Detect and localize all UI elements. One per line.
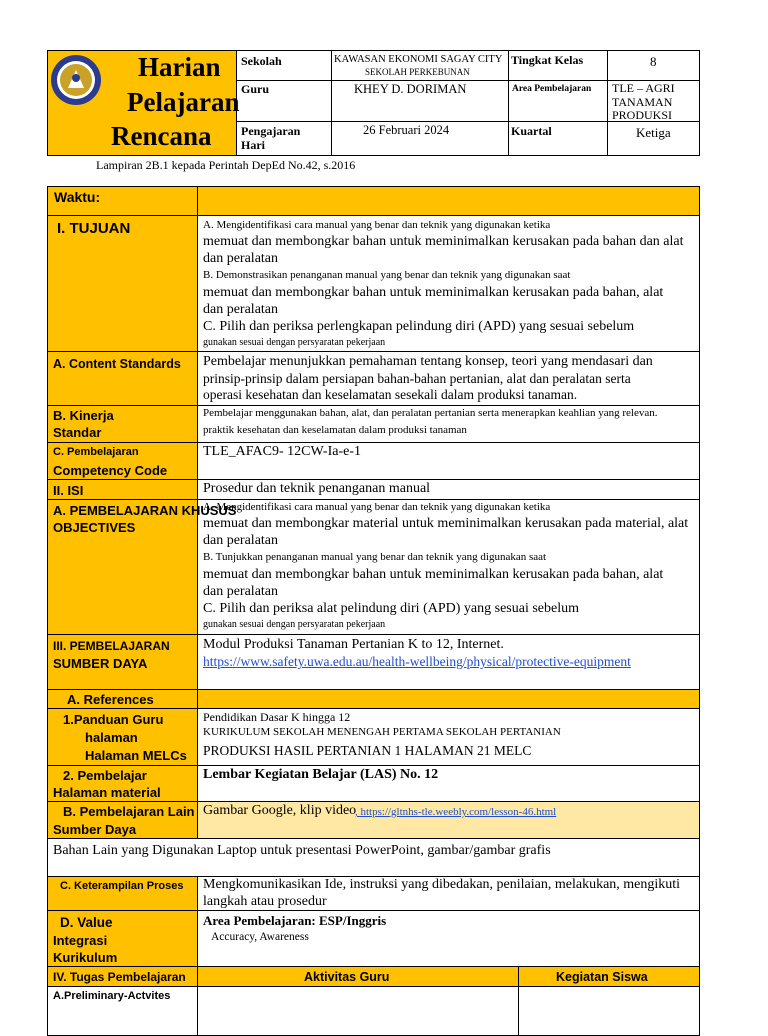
teacher-value: KHEY D. DORIMAN xyxy=(354,82,467,96)
panduan-label-line1: 1.Panduan Guru xyxy=(63,712,164,727)
tujuan-c-small: gunakan sesuai dengan persyaratan pekerjaan xyxy=(203,337,386,348)
lain-value: Gambar Google, klip video xyxy=(203,803,357,818)
tujuan-label: I. TUJUAN xyxy=(57,220,131,237)
deped-seal-logo xyxy=(50,54,102,106)
panduan-label-line2: halaman xyxy=(85,730,138,745)
tujuan-a-line2: dan peralatan xyxy=(203,251,279,266)
area-label: Area Pembelajaran xyxy=(512,84,592,94)
bahan-lain-value: Bahan Lain yang Digunakan Laptop untuk presentasi PowerPoint, gambar/gambar grafis xyxy=(53,843,551,858)
value-cell xyxy=(518,986,700,1036)
kinerja-label-line2: Standar xyxy=(53,425,102,440)
value-label-line1: D. Value xyxy=(60,915,113,930)
tujuan-a-small: A. Mengidentifikasi cara manual yang benar dan teknik yang digunakan ketika xyxy=(203,219,551,231)
sumber-label-line2: SUMBER DAYA xyxy=(53,656,148,671)
col-siswa-header: Kegiatan Siswa xyxy=(556,970,648,984)
area-value-line2: TANAMAN xyxy=(612,95,673,109)
area-value-line3: PRODUKSI xyxy=(612,108,673,122)
objectives-a-line1: memuat dan membongkar material untuk meminimalkan kerusakan pada material, alat xyxy=(203,516,689,531)
objectives-c-line1: C. Pilih dan periksa alat pelindung diri (APD) yang sesuai sebelum xyxy=(203,601,579,616)
school-value-line1: KAWASAN EKONOMI SAGAY CITY xyxy=(334,54,503,65)
lain-label-line1: B. Pembelajaran Lain xyxy=(63,804,195,819)
value-cell xyxy=(197,186,700,216)
tugas-label: IV. Tugas Pembelajaran xyxy=(53,970,186,984)
title-line-1: Harian xyxy=(138,52,221,82)
kinerja-label-line1: B. Kinerja xyxy=(53,408,114,423)
day-label-line2: Hari xyxy=(241,138,265,152)
keterampilan-label: C. Keterampilan Proses xyxy=(60,880,184,892)
value-line1: Area Pembelajaran: ESP/Inggris xyxy=(203,913,387,928)
school-label: Sekolah xyxy=(241,54,282,68)
teacher-label: Guru xyxy=(241,82,270,96)
quarter-label: Kuartal xyxy=(511,124,552,138)
tujuan-c-line1: C. Pilih dan periksa perlengkapan pelindung diri (APD) yang sesuai sebelum xyxy=(203,319,635,334)
objectives-b-small: B. Tunjukkan penanganan manual yang benar dan teknik yang digunakan saat xyxy=(203,551,547,563)
day-value: 26 Februari 2024 xyxy=(363,123,450,137)
preliminary-label: A.Preliminary-Actvites xyxy=(53,990,171,1002)
value-line2: Accuracy, Awareness xyxy=(211,931,309,943)
quarter-value: Ketiga xyxy=(636,125,671,140)
isi-value: Prosedur dan teknik penanganan manual xyxy=(203,481,431,496)
waktu-label: Waktu: xyxy=(54,189,101,205)
title-line-2: Pelajaran xyxy=(127,87,240,117)
objectives-label-line1: A. PEMBELAJARAN KHUSUS xyxy=(53,503,237,518)
panduan-line3: PRODUKSI HASIL PERTANIAN 1 HALAMAN 21 MELC xyxy=(203,743,532,758)
tujuan-a-line1: memuat dan membongkar bahan untuk meminimalkan kerusakan pada bahan dan alat xyxy=(203,234,684,249)
content-standards-line2: prinsip-prinsip dalam persiapan bahan-bahan pertanian, alat dan peralatan serta xyxy=(203,371,631,386)
objectives-label-line2: OBJECTIVES xyxy=(53,520,136,535)
objectives-c-small: gunakan sesuai dengan persyaratan pekerjaan xyxy=(203,619,386,630)
title-line-3: Rencana xyxy=(111,121,212,151)
grade-value: 8 xyxy=(650,54,657,69)
attachment-note: Lampiran 2B.1 kepada Perintah DepEd No.42, s.2016 xyxy=(96,158,356,172)
material-label-line2: Halaman material xyxy=(53,785,161,800)
tujuan-b-line2: dan peralatan xyxy=(203,302,279,317)
sumber-value: Modul Produksi Tanaman Pertanian K to 12, Internet. xyxy=(203,637,504,652)
tujuan-b-line1: memuat dan membongkar bahan untuk meminimalkan kerusakan pada bahan, alat xyxy=(203,285,664,300)
col-guru-header: Aktivitas Guru xyxy=(304,970,390,984)
value-label-line3: Kurikulum xyxy=(53,950,118,965)
day-label-line1: Pengajaran xyxy=(241,124,301,138)
competency-label-line2: Competency Code xyxy=(53,463,168,478)
material-value: Lembar Kegiatan Belajar (LAS) No. 12 xyxy=(203,767,439,782)
content-standards-line3: operasi kesehatan dan keselamatan sesekali dalam produksi tanaman. xyxy=(203,387,578,402)
isi-label: II. ISI xyxy=(53,483,84,498)
lain-link[interactable]: , https://gltnhs-tle.weebly.com/lesson-46.html xyxy=(355,806,557,818)
value-cell xyxy=(197,689,700,709)
references-label: A. References xyxy=(67,692,154,707)
keterampilan-line1: Mengkomunikasikan Ide, instruksi yang dibedakan, penilaian, melakukan, mengikuti xyxy=(203,877,681,892)
grade-label: Tingkat Kelas xyxy=(511,53,584,67)
lain-label-line2: Sumber Daya xyxy=(53,822,137,837)
sumber-label-line1: III. PEMBELAJARAN xyxy=(53,639,170,653)
content-standards-label: A. Content Standards xyxy=(53,357,181,371)
kinerja-line2: praktik kesehatan dan keselamatan dalam produksi tanaman xyxy=(203,424,467,436)
panduan-label-line3: Halaman MELCs xyxy=(85,748,187,763)
competency-value: TLE_AFAC9- 12CW-Ia-e-1 xyxy=(203,444,361,459)
panduan-line2: KURIKULUM SEKOLAH MENENGAH PERTAMA SEKOLAH PERTANIAN xyxy=(203,726,561,738)
objectives-a-small: A. Mengidentifikasi cara manual yang benar dan teknik yang digunakan ketika xyxy=(203,501,551,513)
value-cell xyxy=(197,986,519,1036)
area-value-line1: TLE – AGRI xyxy=(612,81,675,95)
keterampilan-line2: langkah atau prosedur xyxy=(203,894,327,909)
objectives-b-line1: memuat dan membongkar bahan untuk meminimalkan kerusakan pada bahan, alat xyxy=(203,567,664,582)
sumber-link[interactable]: https://www.safety.uwa.edu.au/health-wellbeing/physical/protective-equipment xyxy=(203,654,631,669)
value-label-line2: Integrasi xyxy=(53,933,108,948)
content-standards-line1: Pembelajar menunjukkan pemahaman tentang konsep, teori yang mendasari dan xyxy=(203,354,653,369)
objectives-b-line2: dan peralatan xyxy=(203,584,279,599)
objectives-a-line2: dan peralatan xyxy=(203,533,279,548)
kinerja-line1: Pembelajar menggunakan bahan, alat, dan peralatan pertanian serta menerapkan keahlian yang relevan. xyxy=(203,407,658,419)
tujuan-b-small: B. Demonstrasikan penanganan manual yang benar dan teknik yang digunakan saat xyxy=(203,269,571,281)
material-label-line1: 2. Pembelajar xyxy=(63,768,147,783)
school-value-line2: SEKOLAH PERKEBUNAN xyxy=(365,67,470,77)
panduan-line1: Pendidikan Dasar K hingga 12 xyxy=(203,710,351,724)
competency-label-line1: C. Pembelajaran xyxy=(53,446,139,458)
